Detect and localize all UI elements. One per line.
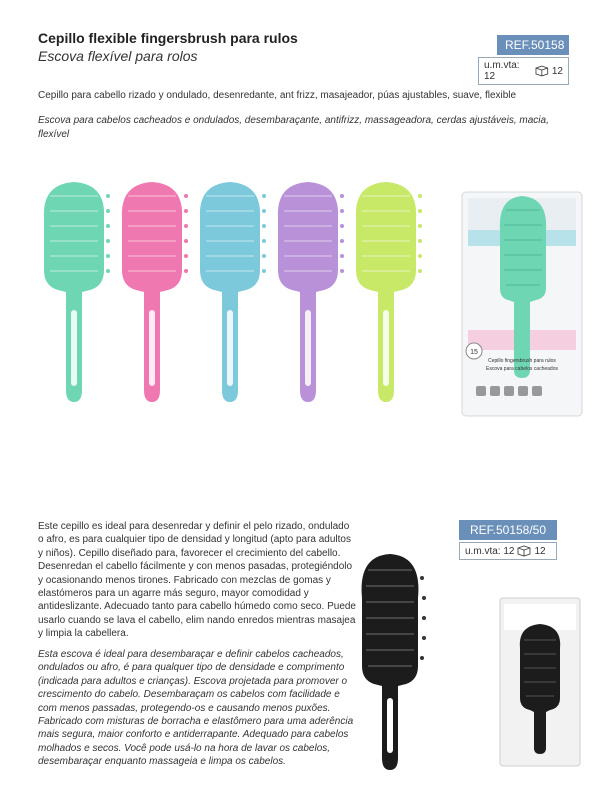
short-description-portuguese: Escova para cabelos cacheados e ondulados, desembaraçante, antifrizz, massageadora, cerdas ajustáveis, macia, flexível	[38, 115, 549, 140]
sales-unit-qty: 12	[534, 545, 546, 557]
sales-unit-label: u.m.vta: 12	[465, 545, 515, 557]
ref-badge-black: REF.50158/50	[459, 520, 557, 540]
brush-5	[356, 182, 422, 402]
product-image-black-brush	[350, 545, 590, 778]
box-icon	[535, 65, 549, 77]
sales-unit-qty: 12	[551, 65, 563, 77]
title-portuguese: Escova flexível para rolos	[38, 48, 198, 64]
ref-badge: REF.50158	[497, 35, 569, 55]
brush-2	[122, 182, 188, 402]
sales-unit-label: u.m.vta: 12	[484, 60, 520, 82]
brush-3	[200, 182, 266, 402]
product-image-colored-brushes	[30, 170, 590, 430]
package-image	[462, 192, 582, 416]
sales-unit-box	[478, 57, 569, 85]
package-title: Cepillo fingersbrush para rulos	[488, 358, 556, 364]
black-package-image	[500, 598, 580, 766]
brush-1	[44, 182, 110, 402]
title-spanish: Cepillo flexible fingersbrush para rulos	[38, 30, 298, 46]
long-description-spanish: Este cepillo es ideal para desenredar y definir el pelo rizado, ondulado o afro, es para cualquier tipo de densidad y longitud (apto para adultos y niños). Cepillo diseñado para, favorecer el crecimiento del cabello. Desenredan el cabello fácilmente y con menos pasadas, protegiéndolo y ocasionando menos tirones. Fabricado con mezclas de gomas y elastómeros para un agarre más seguro, mayor comodidad y antideslizante. Adecuado tanto para cabello húmedo como seco. Puede usarlo cuando se lava el cabello, elim nando enredos mientras masajea y limpia la cabellera.	[38, 521, 356, 640]
short-description-spanish: Cepillo para cabello rizado y ondulado, desenredante, ant frizz, masajeador, púas ajustables, suave, flexible	[38, 90, 517, 101]
package-badge: 15	[470, 349, 478, 356]
brush-4	[278, 182, 344, 402]
package-subtitle: Escova para cabelos cacheados	[486, 366, 558, 372]
long-description-portuguese: Esta escova é ideal para desembaraçar e definir cabelos cacheados, ondulados ou afro, é para qualquer tipo de densidade e comprimento (indicada para adultos e crianças). Escova projetada para promover o crescimento do cabelo. Desembaraçam os cabelos com facilidade e com menos passadas, protegendo-os e causando menos puxões. Fabricado com misturas de borracha e elastômero para uma aderência mais segura, maior conforto e antiderrapante. Adequado para cabelos molhados e secos. Você pode usá-lo na hora de lavar os cabelos, desembaraçar enquanto massageia e limpa os cabelos.	[38, 649, 354, 768]
black-brush	[362, 554, 426, 770]
